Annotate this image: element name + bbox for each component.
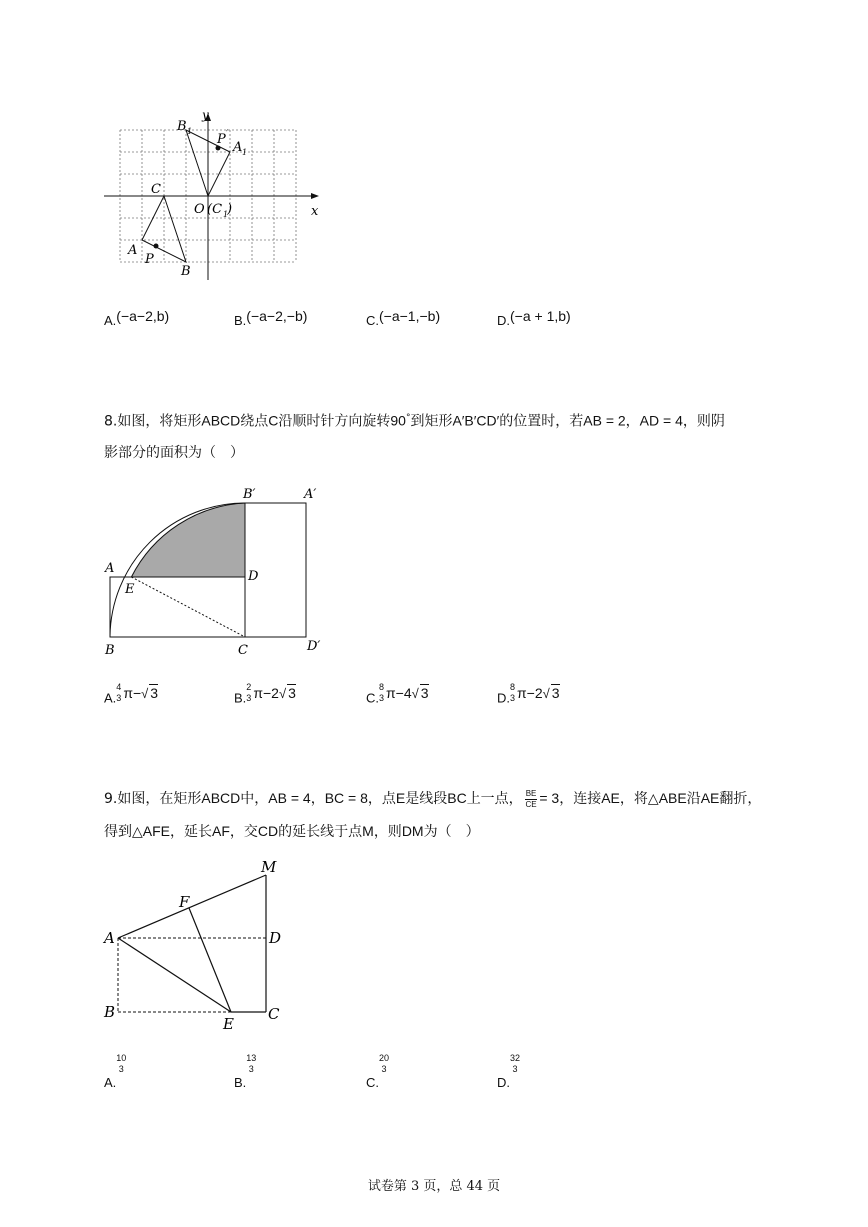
- page-footer: 试卷第 3 页，总 44 页: [367, 1179, 501, 1194]
- q8-option-a[interactable]: A. 4 3 π−√ 3: [104, 682, 159, 706]
- q7-coordinate-figure: [100, 105, 330, 285]
- q8-stem-line2: 影部分的面积为（ ）: [104, 445, 244, 461]
- point-label-a: A: [104, 929, 115, 947]
- point-label-c: C: [151, 182, 161, 197]
- x-axis-label: x: [311, 204, 319, 219]
- point-label-e: E: [125, 582, 135, 597]
- svg-text:1: 1: [223, 210, 229, 219]
- q9-stem-line2: 得到△AFE，延长AF，交CD的延长线于点M，则DM为（ ）: [104, 823, 480, 840]
- q7-option-b[interactable]: B.(−a−2,−b): [234, 308, 308, 328]
- point-label-e: E: [223, 1015, 234, 1033]
- point-label-a-prime: A′: [304, 487, 317, 502]
- q7-option-a[interactable]: A.(−a−2,b): [104, 308, 170, 328]
- point-label-b: B: [105, 643, 115, 658]
- point-label-a: A: [128, 243, 138, 258]
- svg-text:): ): [227, 202, 233, 217]
- q8-option-b[interactable]: B. 2 3 π−2√ 3: [234, 682, 296, 706]
- q9-option-d[interactable]: D. 32 3: [497, 1053, 521, 1091]
- q7-option-d[interactable]: D.(−a + 1,b): [497, 308, 571, 328]
- q8-stem-line1: 8.如图，将矩形ABCD绕点C沿顺时针方向旋转90°到矩形A′B′CD′的位置时，若AB = 2，AD = 4，则阴: [104, 412, 725, 430]
- y-axis-label: y: [202, 108, 209, 122]
- point-label-b: B: [104, 1003, 116, 1021]
- point-label-m: M: [261, 858, 277, 876]
- point-label-a: A: [105, 561, 115, 576]
- point-label-o: O: [194, 202, 205, 217]
- q9-option-a[interactable]: A. 10 3: [104, 1053, 127, 1091]
- q8-option-c[interactable]: C. 8 3 π−4√ 3: [366, 682, 429, 706]
- point-label-b-prime: B′: [243, 487, 256, 502]
- point-label-c1: (C: [207, 202, 223, 217]
- point-label-p-prime: P: [217, 132, 226, 147]
- point-label-b1: B: [177, 119, 187, 134]
- svg-text:1: 1: [242, 148, 248, 157]
- point-label-p: P: [145, 252, 154, 267]
- q9-option-c[interactable]: C. 20 3: [366, 1053, 390, 1091]
- point-label-f: F: [179, 893, 190, 911]
- q9-stem-line1: 9.如图，在矩形ABCD中，AB = 4，BC = 8，点E是线段BC上一点， $\frac{BE}{CE}$ = 3，连接AE，将△ABE沿AE翻折，: [104, 788, 762, 809]
- q8-rotation-figure: [100, 483, 340, 658]
- point-label-b: B: [181, 264, 191, 279]
- point-label-a1: A: [233, 140, 243, 155]
- point-label-d: D: [269, 929, 282, 947]
- point-label-c: C: [268, 1005, 280, 1023]
- point-label-c: C: [238, 643, 248, 658]
- svg-text:′: ′: [226, 129, 229, 140]
- svg-text:1: 1: [187, 127, 193, 136]
- q9-fold-figure: [100, 855, 300, 1035]
- q9-option-b[interactable]: B. 13 3: [234, 1053, 257, 1091]
- q8-option-d[interactable]: D. 8 3 π−2√ 3: [497, 682, 560, 706]
- q7-option-c[interactable]: C.(−a−1,−b): [366, 308, 441, 328]
- point-label-d-prime: D′: [307, 639, 321, 654]
- point-label-d: D: [248, 569, 259, 584]
